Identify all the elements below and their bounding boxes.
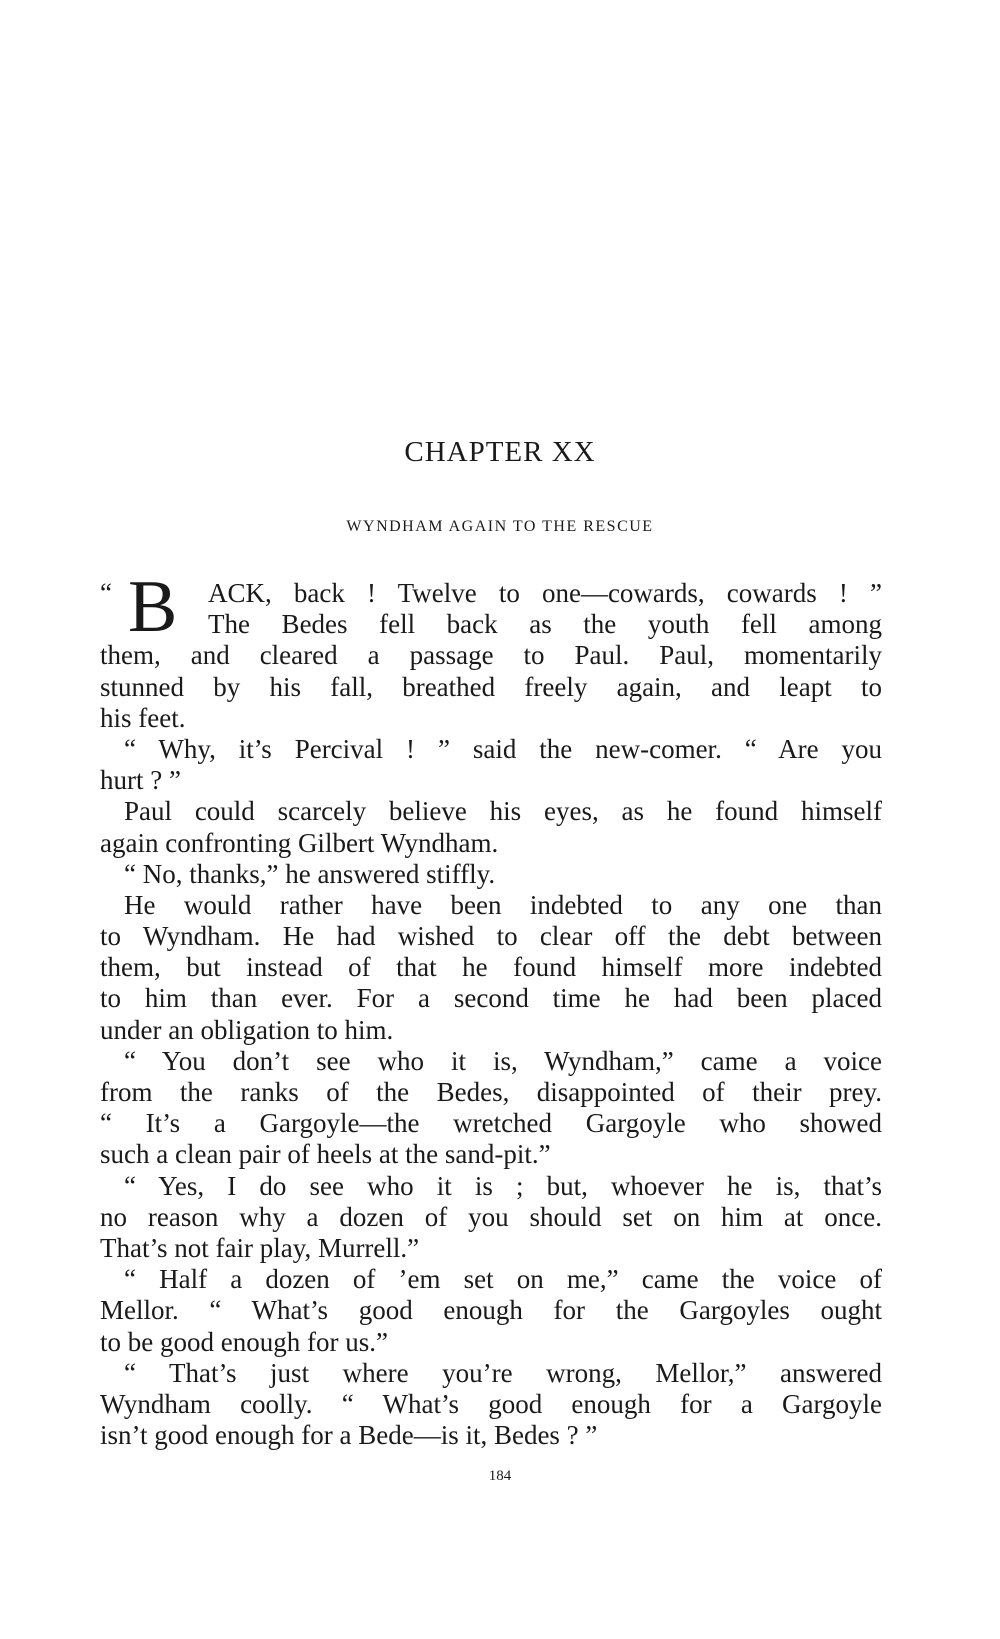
text-line: “ You don’t see who it is, Wyndham,” came a voice (124, 1045, 882, 1076)
text-line: “ Yes, I do see who it is ; but, whoever he is, that’s (124, 1170, 882, 1201)
page-number: 184 (488, 1468, 512, 1484)
drop-cap-open-quote: “ (100, 578, 112, 608)
text-line: them, and cleared a passage to Paul. Paul, momentarily (100, 640, 882, 671)
text-line: Wyndham coolly. “ What’s good enough for a Gargoyle (100, 1388, 882, 1419)
text-line: He would rather have been indebted to any one than (124, 889, 882, 920)
text-line: The Bedes fell back as the youth fell among (208, 609, 882, 640)
text-line: such a clean pair of heels at the sand-pit.” (100, 1139, 551, 1170)
chapter-title: CHAPTER XX (404, 436, 596, 468)
text-line: “ Half a dozen of ’em set on me,” came the voice of (124, 1264, 882, 1295)
text-line: his feet. (100, 702, 186, 733)
text-line: isn’t good enough for a Bede—is it, Bedes ? ” (100, 1420, 598, 1451)
text-line: “ That’s just where you’re wrong, Mellor,” answered (124, 1357, 882, 1388)
text-line: from the ranks of the Bedes, disappointed of their prey. (100, 1077, 882, 1107)
text-line: again confronting Gilbert Wyndham. (100, 827, 499, 858)
drop-cap-letter: B (128, 566, 178, 648)
text-line: hurt ? ” (100, 765, 181, 796)
text-line: to him than ever. For a second time he had been placed (100, 983, 882, 1014)
text-line: them, but instead of that he found himself more indebted (100, 952, 882, 983)
text-line: to Wyndham. He had wished to clear off the debt between (100, 921, 882, 952)
text-line-content: ACK, back ! Twelve to one—cowards, cowards ! ” (208, 578, 882, 608)
text-line: no reason why a dozen of you should set on him at once. (100, 1201, 882, 1232)
text-line: Paul could scarcely believe his eyes, as he found himself (124, 796, 882, 827)
text-line: under an obligation to him. (100, 1014, 394, 1045)
text-line: stunned by his fall, breathed freely again, and leapt to (100, 671, 882, 702)
chapter-subtitle: WYNDHAM AGAIN TO THE RESCUE (346, 518, 654, 535)
text-line: That’s not fair play, Murrell.” (100, 1232, 420, 1263)
text-line: “ It’s a Gargoyle—the wretched Gargoyle who showed (100, 1108, 882, 1139)
body-text (100, 566, 882, 1451)
text-line: “ No, thanks,” he answered stiffly. (124, 858, 496, 889)
text-line: “ Why, it’s Percival ! ” said the new-comer. “ Are you (124, 733, 882, 764)
text-line: Mellor. “ What’s good enough for the Gargoyles ought (100, 1295, 882, 1326)
text-line: to be good enough for us.” (100, 1326, 388, 1357)
